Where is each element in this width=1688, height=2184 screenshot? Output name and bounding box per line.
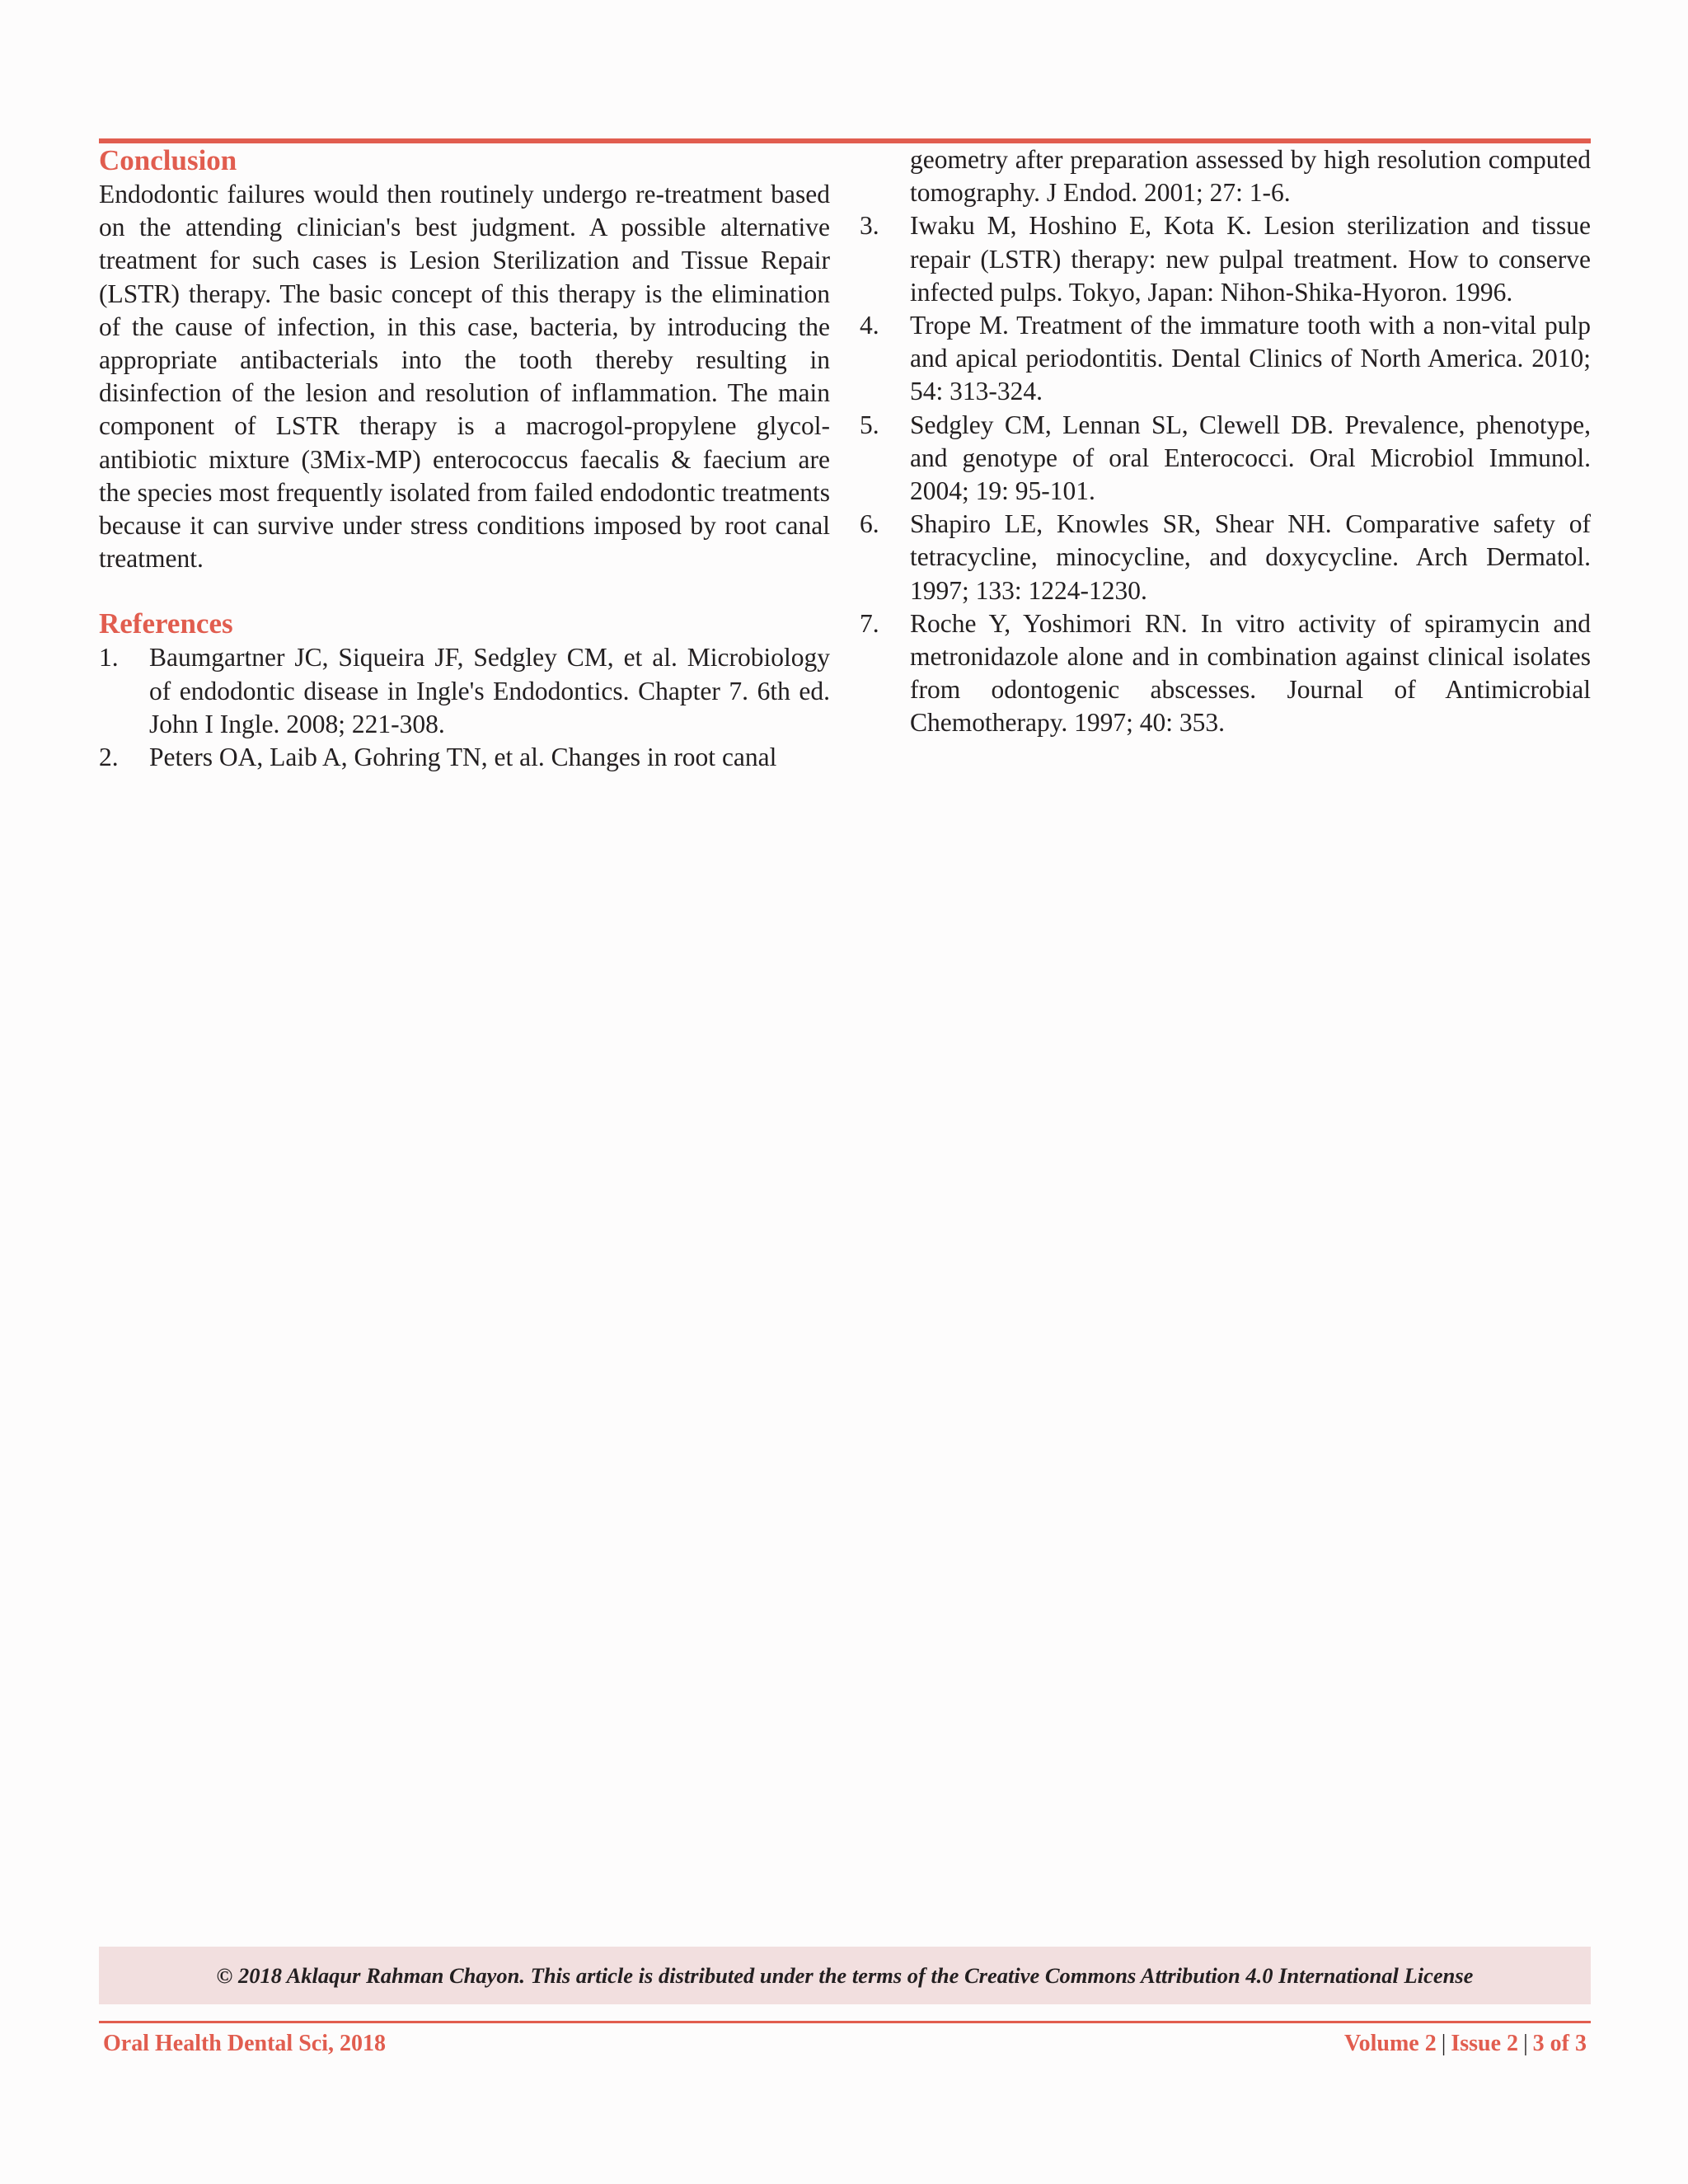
issue-label: Issue 2 — [1451, 2031, 1519, 2056]
reference-text: Shapiro LE, Knowles SR, Shear NH. Comparative safety of tetracycline, minocycline, and doxycycline. Arch Dermatol. 1997; 133: 1224-1230. — [910, 509, 1591, 605]
reference-number: 2. — [99, 743, 119, 772]
reference-text: Iwaku M, Hoshino E, Kota K. Lesion sterilization and tissue repair (LSTR) therapy: new pulpal treatment. How to conserve infected pulps. Tokyo, Japan: Nihon-Shika-Hyoron. 1996. — [910, 211, 1591, 307]
reference-item — [860, 209, 1591, 309]
reference-number: 5. — [860, 410, 879, 439]
section-gap — [99, 575, 830, 607]
reference-text: Baumgartner JC, Siqueira JF, Sedgley CM, et al. Microbiology of endodontic disease in Ingle's Endodontics. Chapter 7. 6th ed. John I Ingle. 2008; 221-308. — [149, 643, 830, 738]
reference-item — [99, 641, 830, 741]
volume-label: Volume 2 — [1343, 2031, 1437, 2056]
reference-item — [99, 741, 830, 774]
reference-continuation: geometry after preparation assessed by high resolution computed tomography. J Endod. 2001; 27: 1-6. — [910, 145, 1591, 208]
reference-text: Trope M. Treatment of the immature tooth with a non-vital pulp and apical periodontitis. Dental Clinics of North America. 2010; 54: 313-324. — [910, 311, 1591, 406]
reference-text: Peters OA, Laib A, Gohring TN, et al. Changes in root canal — [149, 743, 777, 772]
reference-item — [860, 409, 1591, 509]
reference-list-left — [99, 641, 830, 774]
left-column — [99, 143, 830, 774]
reference-number: 4. — [860, 311, 879, 340]
reference-number: 6. — [860, 509, 879, 539]
reference-number: 1. — [99, 643, 119, 673]
separator: | — [1523, 2031, 1528, 2056]
reference-number: 3. — [860, 211, 879, 241]
license-banner — [99, 1947, 1591, 2004]
issue-info — [1344, 2029, 1587, 2059]
reference-text: Sedgley CM, Lennan SL, Clewell DB. Prevalence, phenotype, and genotype of oral Enterococci. Oral Microbiol Immunol. 2004; 19: 95-101. — [910, 410, 1591, 506]
journal-citation: Oral Health Dental Sci, 2018 — [103, 2031, 386, 2056]
license-text: © 2018 Aklaqur Rahman Chayon. This article is distributed under the terms of the Creative Commons Attribution 4.0 International License — [216, 1962, 1474, 1988]
references-heading: References — [99, 607, 233, 640]
reference-list-right — [860, 209, 1591, 739]
right-column — [860, 143, 1591, 740]
conclusion-text: Endodontic failures would then routinely undergo re-treatment based on the attending clinician's best judgment. A possible alternative treatment for such cases is Lesion Sterilization and Tissue Repair (LSTR) therapy. The basic concept of this therapy is the elimination of the cause of infection, in this case, bacteria, by introducing the appropriate antibacterials into the tooth thereby resulting in disinfection of the lesion and resolution of inflammation. The main component of LSTR therapy is a macrogol-propylene glycol-antibiotic mixture (3Mix-MP) enterococcus faecalis & faecium are the species most frequently isolated from failed endodontic treatments because it can survive under stress conditions imposed by root canal treatment. — [99, 180, 830, 574]
reference-number: 7. — [860, 608, 879, 638]
page-number: 3 of 3 — [1532, 2031, 1587, 2056]
bottom-rule — [99, 2021, 1591, 2023]
page-footer — [103, 2029, 1587, 2059]
separator: | — [1441, 2031, 1447, 2056]
reference-item — [860, 508, 1591, 607]
reference-item — [860, 309, 1591, 409]
reference-item — [860, 607, 1591, 740]
reference-text: Roche Y, Yoshimori RN. In vitro activity of spiramycin and metronidazole alone and in combination against clinical isolates from odontogenic abscesses. Journal of Antimicrobial Chemotherapy. 1997; 40: 353. — [910, 608, 1591, 738]
conclusion-heading: Conclusion — [99, 144, 237, 176]
